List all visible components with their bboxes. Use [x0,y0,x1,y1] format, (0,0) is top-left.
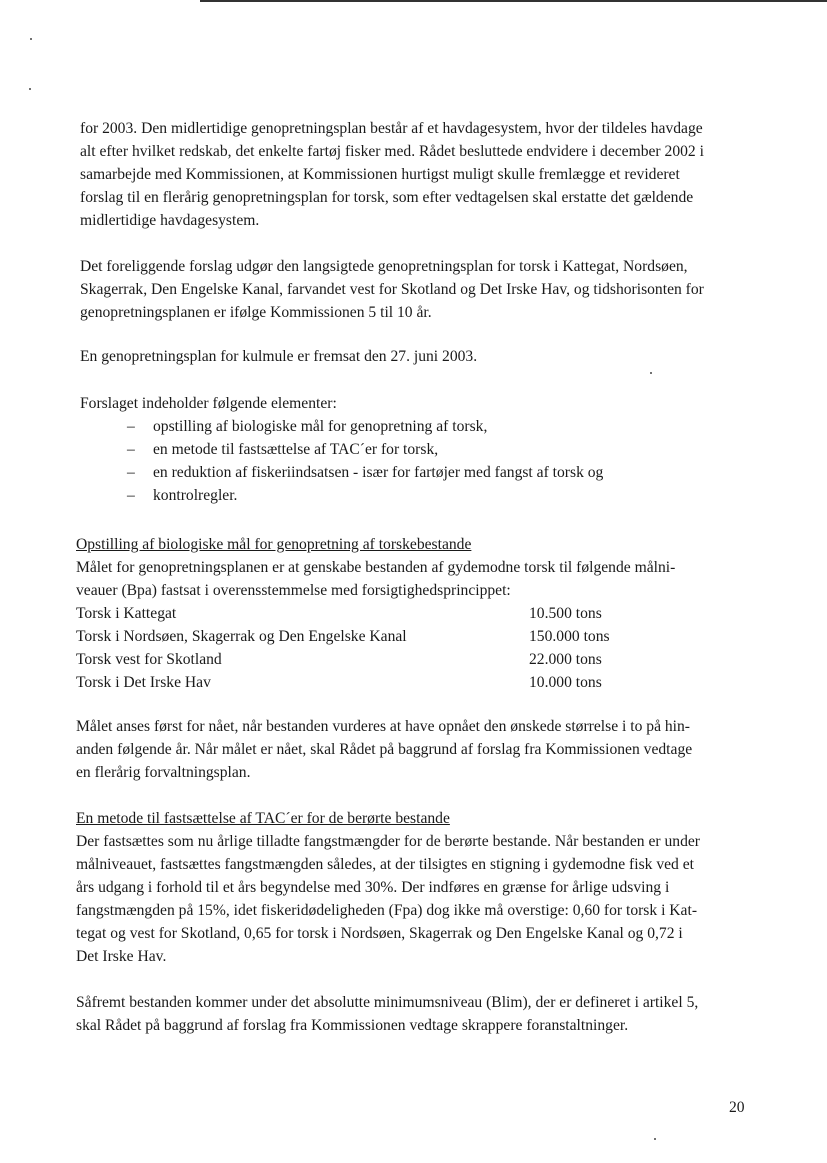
elements-intro: Forslaget indeholder følgende elementer: [80,395,337,412]
list-item-text: kontrolregler. [153,487,238,504]
text-line: Målet anses først for nået, når bestanden vurderes at have opnået den ønskede størrelse i to på hin- [76,718,691,735]
target-row [76,671,760,694]
scan-speck [29,88,31,90]
blim-paragraph [76,991,760,1037]
target-stock: Torsk i Det Irske Hav [76,674,211,691]
text-line: en flerårig forvaltningsplan. [76,764,251,781]
text-line: veauer (Bpa) fastsat i overensstemmelse med forsigtighedsprincippet: [76,582,511,599]
scan-speck [654,1138,656,1140]
text-line: midlertidige havdagesystem. [80,212,260,229]
section-tac-method [76,807,760,968]
target-row [76,625,760,648]
page-number: 20 [729,1099,745,1116]
section-heading: Opstilling af biologiske mål for genopretning af torskebestande [76,536,472,553]
text-line: anden følgende år. Når målet er nået, skal Rådet på baggrund af forslag fra Kommissionen vedtage [76,741,693,758]
text-line: Der fastsættes som nu årlige tilladte fangstmængder for de berørte bestande. Når bestanden er under [76,833,700,850]
text-line: Såfremt bestanden kommer under det absolutte minimumsniveau (Blim), der er defineret i artikel 5, [76,994,699,1011]
target-amount: 10.000 tons [529,674,602,691]
elements-list [127,415,603,507]
text-line: alt efter hvilket redskab, det enkelte fartøj fisker med. Rådet besluttede endvidere i december 2002 i [80,143,704,160]
list-item-text: opstilling af biologiske mål for genopretning af torsk, [153,418,488,435]
kulmule-sentence: En genopretningsplan for kulmule er fremsat den 27. juni 2003. [80,348,478,365]
target-amount: 10.500 tons [529,605,602,622]
list-item [127,484,603,507]
target-stock: Torsk i Nordsøen, Skagerrak og Den Engelske Kanal [76,628,407,645]
scan-speck [30,38,32,40]
list-item [127,438,603,461]
scan-top-edge-line [200,0,827,2]
target-row [76,602,760,625]
text-line: forslag til en flerårig genopretningsplan for torsk, som efter vedtagelsen skal erstatte det gældende [80,189,694,206]
text-line: genopretningsplanen er ifølge Kommissionen 5 til 10 år. [80,304,432,321]
bullet-dash: – [127,464,135,481]
intro-paragraph [80,117,760,232]
text-line: Det foreliggende forslag udgør den langsigtede genopretningsplan for torsk i Kattegat, Nordsøen, [80,258,688,275]
target-row [76,648,760,671]
scan-speck [650,372,652,374]
target-stock: Torsk i Kattegat [76,605,177,622]
list-item [127,461,603,484]
text-line: Skagerrak, Den Engelske Kanal, farvandet vest for Skotland og Det Irske Hav, og tidshorisonten for [80,281,704,298]
text-line: Det Irske Hav. [76,948,167,965]
target-amount: 22.000 tons [529,651,602,668]
bullet-dash: – [127,487,135,504]
text-line: for 2003. Den midlertidige genopretningsplan består af et havdagesystem, hvor der tildeles havdage [80,120,703,137]
section-biological-targets [76,533,760,694]
section-heading: En metode til fastsættelse af TAC´er for de berørte bestande [76,810,450,827]
proposal-paragraph [80,255,760,324]
text-line: års udgang i forhold til et års begyndelse med 30%. Der indføres en grænse for årlige udsving i [76,879,670,896]
text-line: samarbejde med Kommissionen, at Kommissionen hurtigst muligt skulle fremlægge et revideret [80,166,680,183]
bullet-dash: – [127,441,135,458]
list-item [127,415,603,438]
target-stock: Torsk vest for Skotland [76,651,222,668]
list-item-text: en metode til fastsættelse af TAC´er for torsk, [153,441,439,458]
text-line: Målet for genopretningsplanen er at genskabe bestanden af gydemodne torsk til følgende målni- [76,559,676,576]
bullet-dash: – [127,418,135,435]
text-line: målniveauet, fastsættes fangstmængden således, at der tilsigtes en stigning i gydemodne fisk ved et [76,856,694,873]
target-amount: 150.000 tons [529,628,610,645]
text-line: skal Rådet på baggrund af forslag fra Kommissionen vedtage skrappere foranstaltninger. [76,1017,629,1034]
target-conclusion-paragraph [76,715,760,784]
list-item-text: en reduktion af fiskeriindsatsen - især for fartøjer med fangst af torsk og [153,464,604,481]
text-line: tegat og vest for Skotland, 0,65 for torsk i Nordsøen, Skagerrak og Den Engelske Kanal og 0,72 i [76,925,683,942]
text-line: fangstmængden på 15%, idet fiskeridødeligheden (Fpa) dog ikke må overstige: 0,60 for torsk i Kat- [76,902,698,919]
